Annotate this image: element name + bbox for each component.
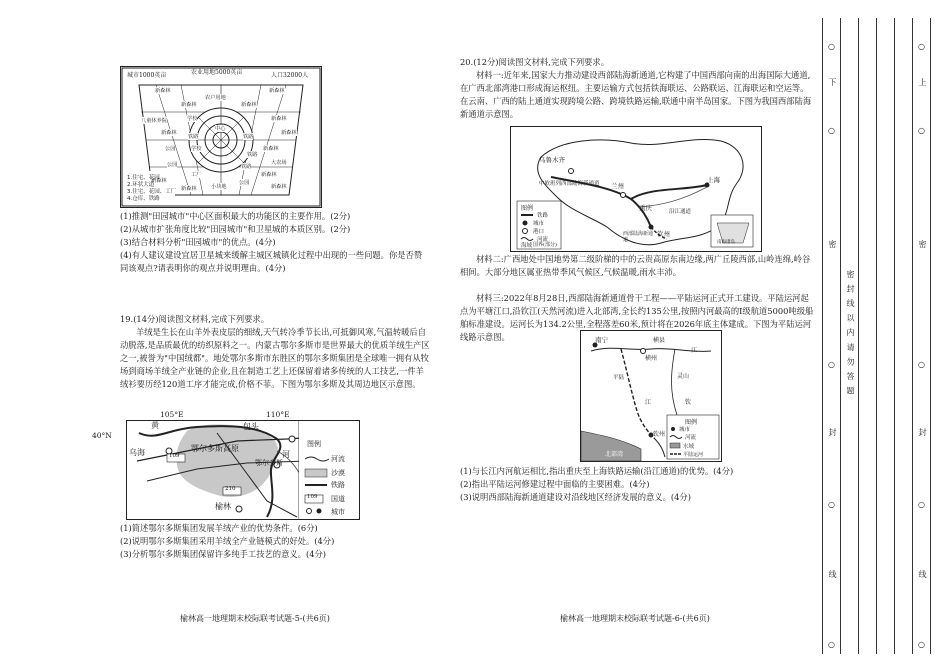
diagram-cell-label: 新森林	[181, 186, 197, 192]
binding-circle: ○	[827, 500, 836, 511]
binding-line	[894, 18, 895, 654]
road-210: 210	[225, 486, 236, 492]
diagram-cell-label: 新森林	[151, 178, 167, 184]
map-lon-105: 105°E	[160, 410, 184, 419]
canal-label-beibu-gulf: 北部湾	[605, 451, 624, 458]
diagram-label-pop: 人口32000人	[271, 72, 309, 79]
diagram-cell-label: 新森林	[281, 130, 297, 136]
canal-label-jiang-2: 江	[645, 399, 652, 406]
q20-material-3: 材料三:2022年8月28日,西部陆海新通道骨干工程——平陆运河正式开工建设。平陆运河起点为平塘江口,沿钦江(天然河流)进入北部湾,全长约135公里,按照内河最高的I级航道5000吨级船舶标准建设。运河长为134.2公里,全程落差60米,预计将在2026年底主体建成。下图为平陆运河线路示意图。	[460, 293, 814, 342]
binding-xian-left: 线	[828, 570, 837, 580]
diagram-cell-label: 新森林	[271, 184, 287, 190]
pinglu-canal-map	[580, 330, 722, 462]
map-legend-rail: 铁路	[331, 481, 345, 489]
map-legend-city: 城市	[331, 508, 345, 516]
diagram-cell-label: 铁路	[188, 134, 199, 140]
diagram-cell-label: 公园	[165, 146, 176, 152]
map-legend-road-sample: 109	[307, 494, 318, 500]
binding-seal-left: 密	[828, 240, 837, 250]
canal-label-pinglu: 平陆	[613, 375, 625, 381]
map-legend-road: 国道	[331, 495, 345, 503]
left-footer: 榆林高一地理期末校际联考试题-5-(共6页)	[180, 614, 330, 623]
china-legend-rail: 铁路	[537, 213, 549, 219]
road-109: 109	[169, 453, 180, 459]
binding-warning: 密 封 线 以 内 请 勿 答 题	[846, 270, 855, 397]
q20-part-2: (2)指出平陆运河修建过程中面临的主要困难。(4分)	[460, 479, 650, 489]
china-legend-city: 城市	[533, 221, 545, 227]
china-label-qinzhou: 钦州	[657, 230, 670, 238]
legend-item: 3.住宅、花园、工厂	[127, 189, 177, 195]
binding-circle: ○	[917, 360, 926, 371]
diagram-cell-label: 铁路	[243, 134, 254, 140]
map-label-huang: 黄	[151, 421, 159, 430]
binding-mark-down: 下	[828, 78, 837, 88]
diagram-cell-label: 铁路	[247, 152, 258, 158]
diagram-cell-label: 大农场	[271, 160, 287, 166]
garden-city-diagram	[120, 66, 322, 208]
china-legend-river: 河流	[537, 237, 549, 243]
canal-label-qinzhou: 钦州	[653, 431, 666, 438]
diagram-cell-label: 新森林	[269, 88, 285, 94]
canal-label-hengxian: 横县	[653, 337, 666, 344]
right-footer: 榆林高一地理期末校际联考试题-6-(共6页)	[560, 614, 710, 623]
canal-label-jiang-1: 江	[691, 347, 698, 354]
canal-label-nanning: 南宁	[595, 336, 608, 344]
q19-part-1: (1)简述鄂尔多斯集团发展羊绒产业的优势条件。(6分)	[120, 523, 318, 533]
ordos-map-svg	[127, 421, 359, 519]
map-legend-river: 河流	[331, 455, 345, 463]
map-lat-40: 40°N	[92, 431, 112, 440]
q18-part-4: (4)有人建议建设宜居卫星城来缓解主城区城镇化过程中出现的一些问题。你是否赞同该观点?请表明你的观点并说明理由。(4分)	[120, 250, 423, 273]
q18-part-3: (3)结合材料分析"田园城市"的优点。(4分)	[120, 237, 276, 247]
binding-circle: ○	[827, 126, 836, 137]
canal-legend-city: 城市	[679, 427, 691, 433]
china-legend-title: 图例	[521, 205, 534, 212]
diagram-cell-label: 新森林	[155, 88, 171, 94]
china-corridor-map	[510, 126, 762, 252]
china-legend-port: 港口	[533, 229, 545, 235]
binding-line	[930, 18, 931, 654]
diagram-cell-label: 学校	[187, 116, 198, 122]
diagram-cell-label: 新森林	[161, 130, 177, 136]
q20-heading: 20.(12分)阅读图文材料,完成下列要求。	[460, 57, 610, 67]
map-label-yulin: 榆林	[215, 502, 231, 511]
binding-seal-right: 密	[918, 240, 927, 250]
q20-material-2: 材料二:广西地处中国地势第二级阶梯的中的云贵高原东南边缘,两广丘陵西部,山岭连绵,岭谷相间。大部分地区属亚热带季风气候区,气候温暖,雨水丰沛。	[460, 254, 811, 277]
binding-circle: ○	[917, 126, 926, 137]
china-label-corridor: 中欧班列西部陆海新通道	[539, 181, 600, 187]
q20-material-1: 材料一:近年来,国家大力推动建设西部陆海新通道,它构建了中国西部向南的出海国际大通道,在广西北部湾港口形成海运枢纽。主要运输方式包括铁海联运、公路联运、江海联运和空运等。在云南、广西的陆上通道实现跨境公路、跨境铁路运输,联通中南半岛国家。下图为我国西部陆海新通道示意图。	[460, 70, 812, 119]
q20-part-1: (1)与长江内河航运相比,指出重庆至上海铁路运输(沿江通道)的优势。(4分)	[460, 466, 734, 476]
diagram-cell-label: 小块地	[211, 184, 227, 190]
diagram-legend	[127, 175, 176, 203]
diagram-cell-label: 新森林	[241, 102, 257, 108]
binding-line	[876, 18, 877, 654]
binding-circle: ○	[827, 42, 836, 53]
diagram-cell-label: 农户用地	[205, 95, 226, 101]
canal-map-svg	[581, 331, 721, 461]
q19-part-2: (2)说明鄂尔多斯集团采用羊绒全产业链模式的好处。(4分)	[120, 536, 335, 546]
map-lon-110: 110°E	[266, 410, 290, 419]
map-legend-title: 图例	[307, 440, 321, 448]
binding-circle: ○	[827, 360, 836, 371]
q18-part-1: (1)推测"田园城市"中心区面积最大的功能区的主要作用。(2分)	[120, 211, 351, 221]
diagram-cell-label: 学校	[191, 146, 202, 152]
binding-circle: ○	[917, 42, 926, 53]
map-label-ordos: 鄂尔多斯	[255, 459, 283, 467]
diagram-label-farm: 农业用地5000英亩	[191, 69, 243, 76]
binding-circle: ○	[827, 640, 836, 651]
diagram-cell-label: 新森林	[261, 172, 277, 178]
canal-label-hengzhou: 横州	[645, 355, 658, 362]
binding-xian-right: 线	[918, 570, 927, 580]
canal-legend-river: 河流	[685, 435, 697, 441]
canal-legend-canal: 平陆运河	[683, 452, 704, 458]
china-label-lanzhou: 兰州	[611, 182, 624, 190]
canal-label-lingshan: 灵山	[677, 373, 690, 380]
q19-heading: 19.(14分)阅读图文材料,完成下列要求。	[120, 314, 270, 324]
binding-feng-right: 封	[918, 428, 927, 438]
canal-label-qin: 钦	[685, 399, 692, 406]
diagram-cell-label: 铁路	[241, 164, 252, 170]
canal-legend-title: 图例	[685, 419, 698, 426]
q18-part-2: (2)从城市扩张角度比较"田园城市"和卫星城的本质区别。(2分)	[120, 224, 351, 234]
china-legend-border: 国界(部分)	[533, 242, 557, 248]
diagram-cell-label: 公园	[239, 180, 250, 186]
right-page	[440, 0, 820, 672]
canal-legend-water: 水域	[683, 444, 695, 450]
legend-item: 4.仓库、铁路	[127, 196, 160, 202]
q19-material: 羊绒是生长在山羊外表皮层的细绒,天气转冷季节长出,可抵御风寒,气温转暖后自动脱落,是品质最优的纺织原料之一。内蒙古鄂尔多斯市是世界最大的优质羊绒生产区之一,被誉为"中国绒都"。地处鄂尔多斯市东胜区的鄂尔多斯集团是全球唯一拥有从牧场到商场羊绒全产业链的企业,且在制造工艺上还保留着诸多传统的人工技艺,一件羊绒衫要历经120道工序才能完成,价格不菲。下图为鄂尔多斯及其周边地区示意图。	[120, 327, 430, 389]
china-label-new-corridor: 西部陆海新通道	[623, 231, 654, 243]
binding-line	[912, 18, 913, 654]
map-legend-desert: 沙漠	[331, 469, 345, 477]
diagram-cell-label: 新森林	[181, 102, 197, 108]
diagram-cell-label: 八童休养院	[141, 118, 167, 124]
china-label-urumqi: 乌鲁木齐	[539, 156, 565, 164]
binding-strip	[818, 0, 950, 672]
map-label-plateau: 鄂尔多斯高原	[191, 444, 239, 453]
diagram-cell-label: 中心	[215, 126, 226, 132]
legend-item: 1.住宅、花园	[127, 175, 160, 181]
china-label-islands: 南海诸岛	[717, 240, 735, 245]
legend-item: 2.环状大道	[127, 182, 155, 188]
diagram-cell-label: 新森林	[271, 116, 287, 122]
china-label-chongqing: 重庆	[639, 204, 652, 212]
binding-line	[840, 18, 841, 654]
diagram-cell-label: 工厂	[191, 172, 202, 178]
map-label-baotou: 包头	[243, 422, 259, 431]
china-label-shanghai: 上海	[707, 176, 720, 184]
china-legend-sea: 海域	[521, 243, 533, 249]
binding-line	[858, 18, 859, 654]
binding-circle: ○	[917, 500, 926, 511]
ordos-map	[126, 420, 360, 520]
diagram-cell-label: 公园	[167, 162, 178, 168]
binding-feng-left: 封	[828, 428, 837, 438]
left-page	[0, 0, 440, 672]
map-label-he: 河	[282, 450, 290, 459]
diagram-cell-label: 新森林	[263, 146, 279, 152]
binding-line	[822, 18, 823, 654]
binding-mark-up: 上	[918, 78, 927, 88]
binding-circle: ○	[917, 640, 926, 651]
q20-part-3: (3)说明西部陆海新通道建设对沿线地区经济发展的意义。(4分)	[460, 492, 691, 502]
diagram-label-city: 城市1000英亩	[127, 72, 167, 79]
map-label-wuhai: 乌海	[129, 448, 145, 457]
china-label-yangtze: 沿江通道	[669, 209, 692, 215]
q19-part-3: (3)分析鄂尔多斯集团保留许多纯手工技艺的意义。(4分)	[120, 549, 327, 559]
